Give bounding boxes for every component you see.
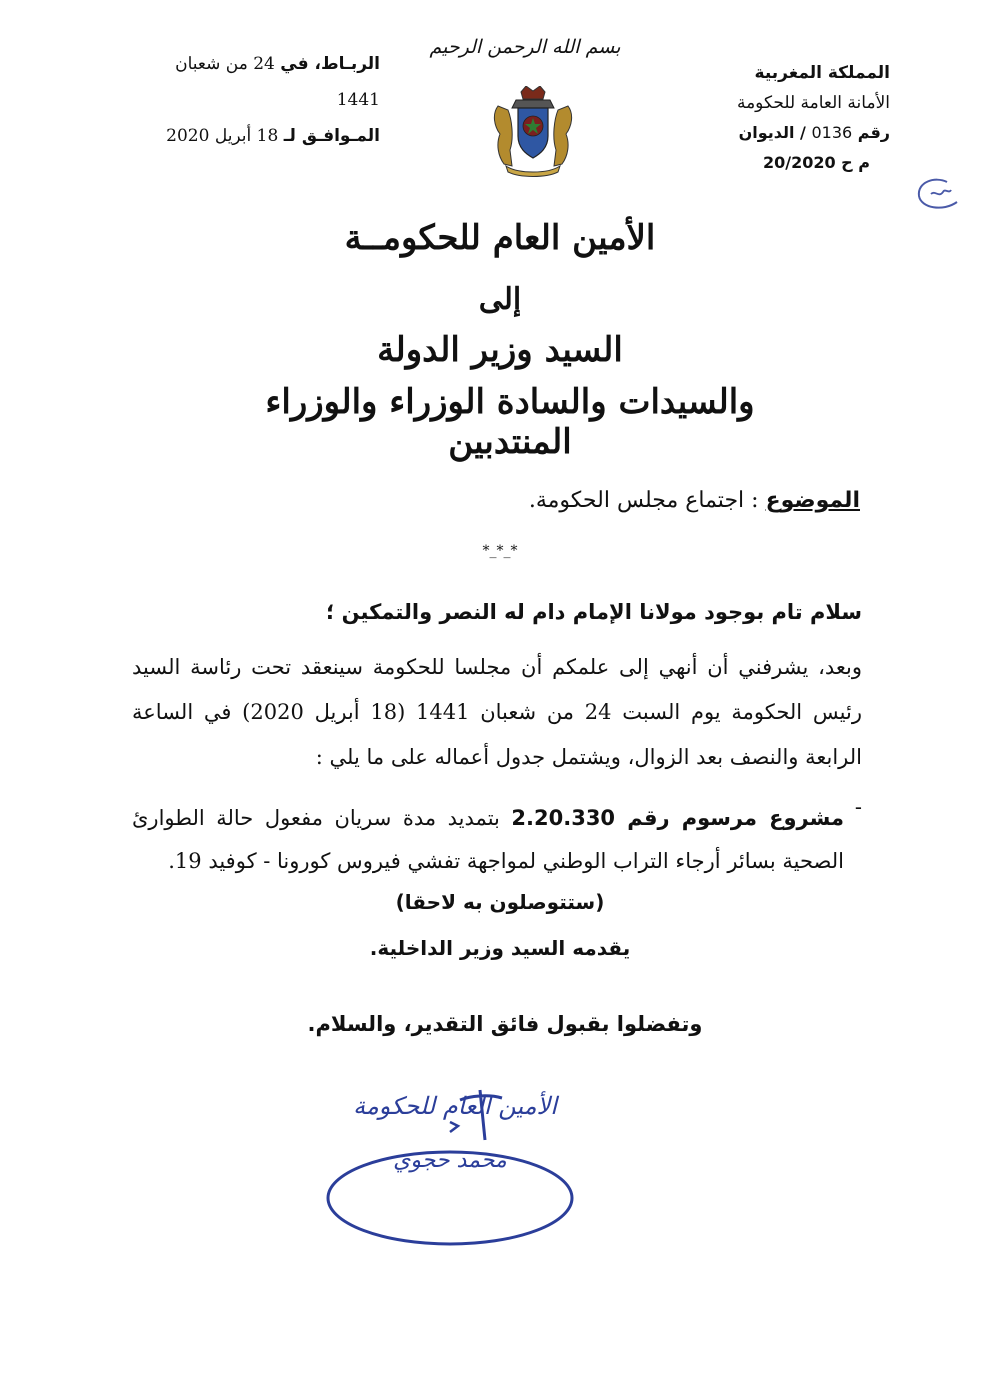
presenter-line: يقدمه السيد وزير الداخلية. — [369, 936, 631, 960]
hijri-date-line — [140, 46, 380, 118]
signature-block — [310, 1080, 600, 1255]
subject-separator: : — [744, 488, 766, 513]
signature-title: الأمين العام للحكومة — [353, 1092, 557, 1120]
date-header — [140, 46, 380, 154]
greeting: سلام تام بوجود مولانا الإمام دام له النصر والتمكين ؛ — [325, 600, 862, 624]
body-paragraph: وبعد، يشرفني أن أنهي إلى علمكم أن مجلسا للحكومة سينعقد تحت رئاسة السيد رئيس الحكومة يوم السبت 24 من شعبان 1441 (18 أبريل 2020) في الساعة الرابعة والنصف بعد الزوال، ويشتمل جدول أعماله على ما يلي : — [132, 655, 862, 769]
subject-text: اجتماع مجلس الحكومة. — [528, 488, 745, 513]
separator-stars: *_*_* — [482, 543, 518, 559]
decree-description: بتمديد مدة سريان مفعول حالة الطوارئ الصحية بسائر أرجاء التراب الوطني لمواجهة تفشي فيروس كورونا - كوفيد 19. — [132, 806, 844, 873]
recipient-line-2: والسيدات والسادة الوزراء والوزراء المنتدبين — [265, 382, 755, 462]
subject-label: الموضوع — [765, 488, 860, 513]
basmala: بسم الله الرحمن الرحيم — [429, 36, 621, 58]
agenda-bullet: - — [854, 795, 862, 819]
ref-label: رقم — [857, 123, 890, 142]
reference-number — [630, 118, 890, 148]
later-note: (ستتوصلون به لاحقا) — [395, 890, 605, 914]
sender-header — [630, 58, 890, 178]
ref-office: / الديوان — [738, 123, 806, 142]
signature-name: محمد حجوي — [393, 1148, 507, 1173]
subject-line — [529, 488, 860, 513]
gregorian-date-line — [140, 118, 380, 154]
royal-emblem-icon — [488, 86, 578, 178]
ref-number: 0136 — [811, 123, 853, 142]
corresponding-label: المـوافـق لـ — [283, 126, 380, 146]
date-reference: م ح 20/2020 — [762, 153, 870, 172]
to-label: إلى — [478, 282, 522, 317]
closing-line: وتفضلوا بقبول فائق التقدير، والسلام. — [307, 1012, 703, 1036]
place-label: الربـاط، في — [280, 54, 380, 74]
secretariat-name: الأمانة العامة للحكومة — [736, 93, 890, 113]
sender-title: الأمين العام للحكومــة — [344, 218, 656, 258]
handwritten-mark-icon — [905, 172, 967, 218]
hijri-date: 24 من شعبان 1441 — [175, 54, 380, 110]
recipient-line-1: السيد وزير الدولة — [377, 330, 623, 370]
gregorian-date: 18 أبريل 2020 — [166, 126, 279, 146]
decree-title: مشروع مرسوم رقم 2.20.330 — [511, 806, 844, 830]
agenda-item — [132, 797, 844, 883]
kingdom-name: المملكة المغربية — [754, 63, 890, 83]
